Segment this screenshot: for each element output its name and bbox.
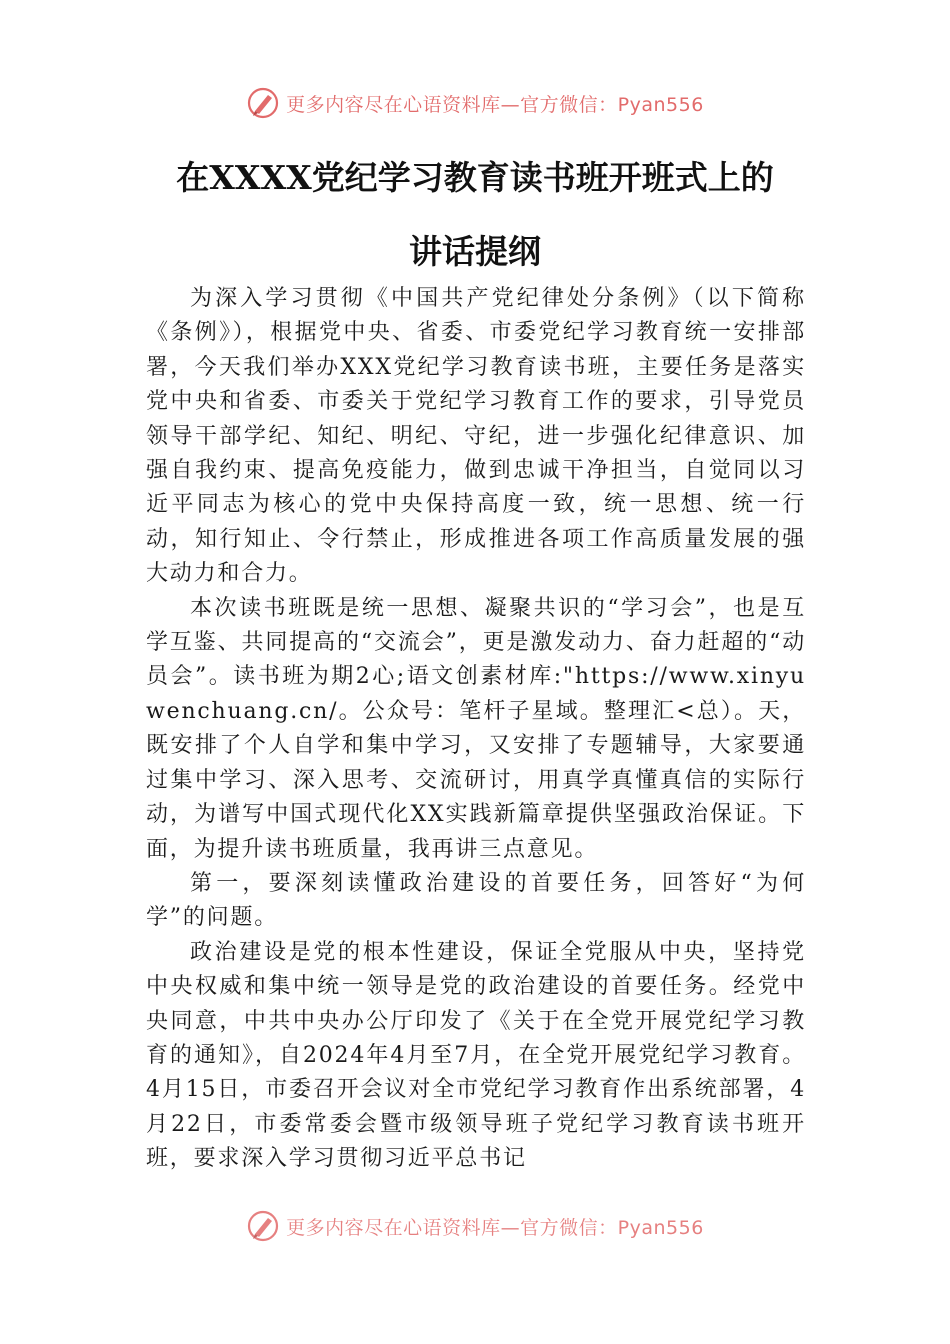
document-title-line-2: 讲话提纲: [409, 232, 541, 271]
document-title-line-1: 在XXXX党纪学习教育读书班开班式上的: [176, 158, 774, 197]
paragraph-reading-class: 本次读书班既是统一思想、凝聚共识的“学习会”，也是互学互鉴、共同提高的“交流会”，更是激发动力、奋力赶超的“动员会”。读书班为期2心;语文创素材库:"https://www.xinyuwenchuang.cn/。公众号：笔杆子星域。整理汇<总）。天，既安排了个人自学和集中学习，又安排了专题辅导，大家要通过集中学习、深入思考、交流研讨，用真学真懂真信的实际行动，为谱写中国式现代化XX实践新篇章提供坚强政治保证。下面，为提升读书班质量，我再讲三点意见。: [146, 595, 806, 862]
watermark-banner-top: [0, 85, 950, 121]
pen-logo-icon: [246, 86, 280, 120]
watermark-text: 更多内容尽在心语资料库—官方微信：Pyan556: [286, 1216, 704, 1239]
watermark-banner-bottom: [0, 1208, 950, 1244]
paragraph-political-construction: 政治建设是党的根本性建设，保证全党服从中央，坚持党中央权威和集中统一领导是党的政治建设的首要任务。经党中央同意，中共中央办公厅印发了《关于在全党开展党纪学习教育的通知》，自2024年4月至7月，在全党开展党纪学习教育。4月15日，市委召开会议对全市党纪学习教育作出系统部署，4月22日，市委常委会暨市级领导班子党纪学习教育读书班开班，要求深入学习贯彻习近平总书记: [146, 939, 806, 1172]
document-body: [146, 282, 806, 1177]
paragraph-intro: 为深入学习贯彻《中国共产党纪律处分条例》（以下简称《条例》），根据党中央、省委、市委党纪学习教育统一安排部署，今天我们举办XXX党纪学习教育读书班，主要任务是落实党中央和省委、市委关于党纪学习教育工作的要求，引导党员领导干部学纪、知纪、明纪、守纪，进一步强化纪律意识、加强自我约束、提高免疫能力，做到忠诚干净担当，自觉同以习近平同志为核心的党中央保持高度一致，统一思想、统一行动，知行知止、令行禁止，形成推进各项工作高质量发展的强大动力和合力。: [146, 286, 806, 587]
pen-logo-icon: [246, 1209, 280, 1243]
paragraph-point-one-heading: 第一，要深刻读懂政治建设的首要任务，回答好“为何学”的问题。: [146, 870, 806, 931]
watermark-text: 更多内容尽在心语资料库—官方微信：Pyan556: [286, 93, 704, 116]
